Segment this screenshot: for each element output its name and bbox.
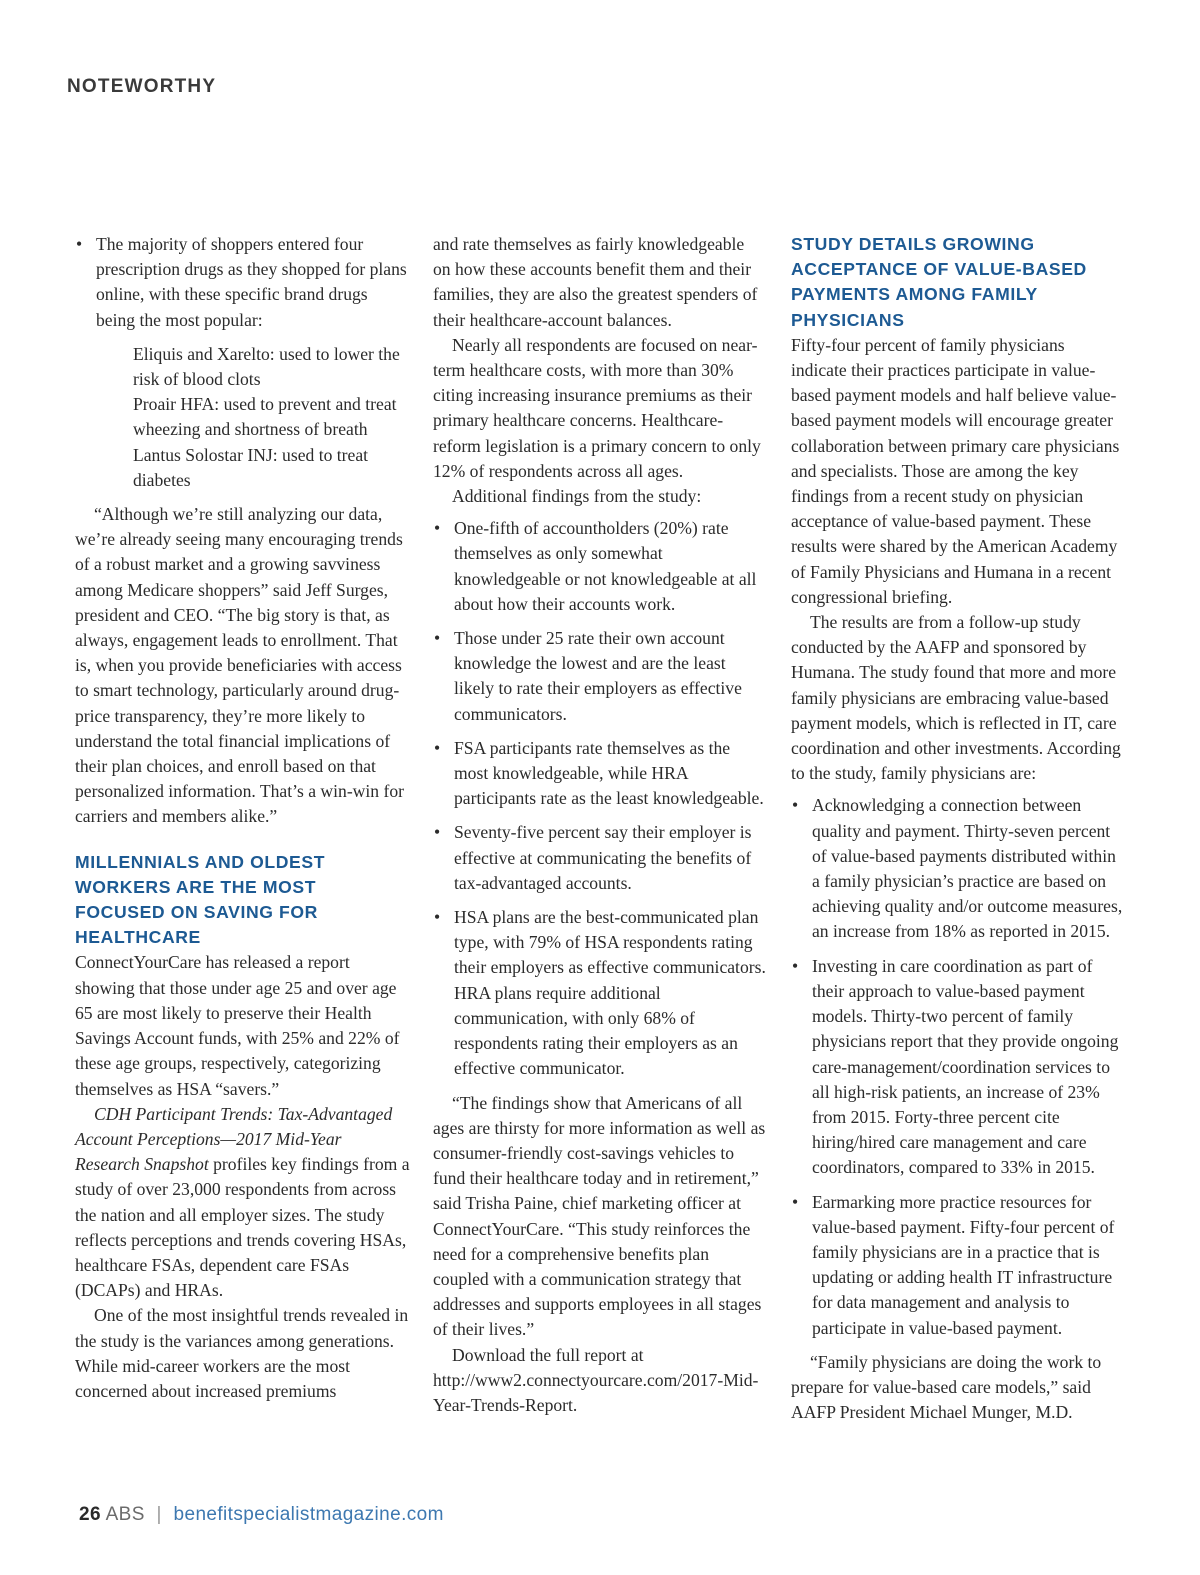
paragraph: ConnectYourCare has released a report showing that those under age 25 and over age 65 are most likely to preserve their Health Savings Account funds, with 25% and 22% of these age groups, respectively, categorizing themselves as HSA “savers.” — [75, 952, 400, 1099]
paragraph — [75, 1102, 410, 1304]
section-heading-value-based: STUDY DETAILS GROWING ACCEPTANCE OF VALUE-BASED PAYMENTS AMONG FAMILY PHYSICIANS — [791, 234, 1087, 330]
column-2 — [433, 232, 766, 1418]
paragraph-text: profiles key findings from a study of over 23,000 respondents from across the nation and all employer sizes. The study reflects perceptions and trends covering HSAs, healthcare FSAs, dependent care FSAs (DCAPs) and HRAs. — [75, 1154, 410, 1301]
list-item: • Investing in care coordination as part of their approach to value-based payment models. Thirty-two percent of family physicians report that they provide ongoing care-management/coordination services to all high-risk patients, an increase of 23% from 2015. Forty-three percent cite hiring/hired care management and care coordinators, compared to 33% in 2015. — [791, 954, 1123, 1181]
report-title: CDH Participant Trends: Tax-Advantaged Account Perceptions—2017 Mid-Year Research Snapshot — [75, 1103, 393, 1175]
paragraph: Additional findings from the study: — [452, 486, 702, 507]
column-3 — [791, 232, 1123, 1425]
page-footer — [79, 1504, 444, 1526]
list-item: • One-fifth of accountholders (20%) rate themselves as only somewhat knowledgeable or not knowledgeable at all about how their accounts work. — [433, 516, 766, 617]
list-item: • HSA plans are the best-communicated plan type, with 79% of HSA respondents rating their employers as effective communicators. HRA plans require additional communication, with only 68% of respondents rating their employers as an effective communicator. — [433, 905, 766, 1081]
website-link[interactable]: benefitspecialistmagazine.com — [173, 1504, 444, 1525]
list-item: • Earmarking more practice resources for value-based payment. Fifty-four percent of family physicians are in a practice that is updating or adding health IT infrastructure for data management and analysis to participate in value-based payment. — [791, 1190, 1123, 1341]
section-label: NOTEWORTHY — [67, 76, 217, 97]
list-item: • Seventy-five percent say their employer is effective at communicating the benefits of tax-advantaged accounts. — [433, 820, 766, 896]
drug-list — [96, 342, 410, 493]
quote-paragraph: “Family physicians are doing the work to prepare for value-based care models,” said AAFP President Michael Munger, M.D. — [791, 1351, 1102, 1423]
paragraph: and rate themselves as fairly knowledgeable on how these accounts benefit them and their families, they are also the greatest spenders of their healthcare-account balances. — [433, 234, 758, 330]
list-item: • FSA participants rate themselves as the most knowledgeable, while HRA participants rate as the least knowledgeable. — [433, 736, 766, 812]
section-heading-millennials: MILLENNIALS AND OLDEST WORKERS ARE THE MOST FOCUSED ON SAVING FOR HEALTHCARE — [75, 851, 326, 948]
paragraph: Nearly all respondents are focused on near-term healthcare costs, with more than 30% citing increasing insurance premiums as their primary healthcare concerns. Healthcare-reform legislation is a primary concern to only 12% of respondents across all ages. — [433, 334, 761, 481]
drug-item: Eliquis and Xarelto: used to lower the risk of blood clots — [133, 343, 400, 390]
quote-paragraph: “Although we’re still analyzing our data, we’re already seeing many encouraging trends of a robust market and a growing savviness among Medicare shoppers” said Jeff Surges, president and CEO. “The big story is that, as always, engagement leads to enrollment. That is, when you provide beneficiaries with access to smart technology, particularly around drug-price transparency, they’re more likely to understand the total financial implications of their plan choices, and enroll based on that personalized information. That’s a win-win for carriers and members alike.” — [75, 504, 404, 827]
drug-bullet-list — [75, 232, 410, 493]
list-item — [75, 232, 410, 493]
download-paragraph: Download the full report at http://www2.connectyourcare.com/2017-Mid-Year-Trends-Report. — [433, 1344, 759, 1415]
publication-name: ABS — [105, 1504, 145, 1525]
paragraph: One of the most insightful trends revealed in the study is the variances among generations. While mid-career workers are the most concerned about increased premiums — [75, 1305, 409, 1401]
list-item: • Acknowledging a connection between quality and payment. Thirty-seven percent of value-based payments distributed within a family physician’s practice are based on achieving quality and/or outcome measures, an increase from 18% as reported in 2015. — [791, 793, 1123, 944]
column-1 — [75, 232, 410, 1404]
paragraph: The results are from a follow-up study conducted by the AAFP and sponsored by Humana. The study found that more and more family physicians are embracing value-based payment models, which is reflected in IT, care coordination and other investments. According to the study, family physicians are: — [791, 612, 1121, 784]
drug-item: Lantus Solostar INJ: used to treat diabetes — [133, 444, 369, 490]
findings-bullet-list — [433, 516, 766, 1081]
footer-separator: | — [156, 1504, 162, 1525]
list-item: • Those under 25 rate their own account knowledge the lowest and are the least likely to rate their employers as effective communicators. — [433, 626, 766, 727]
drug-item: Proair HFA: used to prevent and treat wheezing and shortness of breath — [133, 394, 397, 440]
quote-paragraph: “The findings show that Americans of all ages are thirsty for more information as well as consumer-friendly cost-savings vehicles to fund their healthcare today and in retirement,” said Trisha Paine, chief marketing officer at ConnectYourCare. “This study reinforces the need for a comprehensive benefits plan coupled with a communication strategy that addresses and supports employees in all stages of their lives.” — [433, 1092, 766, 1340]
page-number: 26 — [79, 1504, 101, 1525]
bullet-text: The majority of shoppers entered four prescription drugs as they shopped for plans online, with these specific brand drugs being the most popular: — [96, 234, 407, 330]
paragraph: Fifty-four percent of family physicians indicate their practices participate in value-based payment models and half believe value-based payment models will encourage greater collaboration between primary care physicians and specialists. Those are among the key findings from a recent study on physician acceptance of value-based payment. These results were shared by the American Academy of Family Physicians and Humana in a recent congressional briefing. — [791, 334, 1120, 607]
physician-bullet-list — [791, 793, 1123, 1340]
